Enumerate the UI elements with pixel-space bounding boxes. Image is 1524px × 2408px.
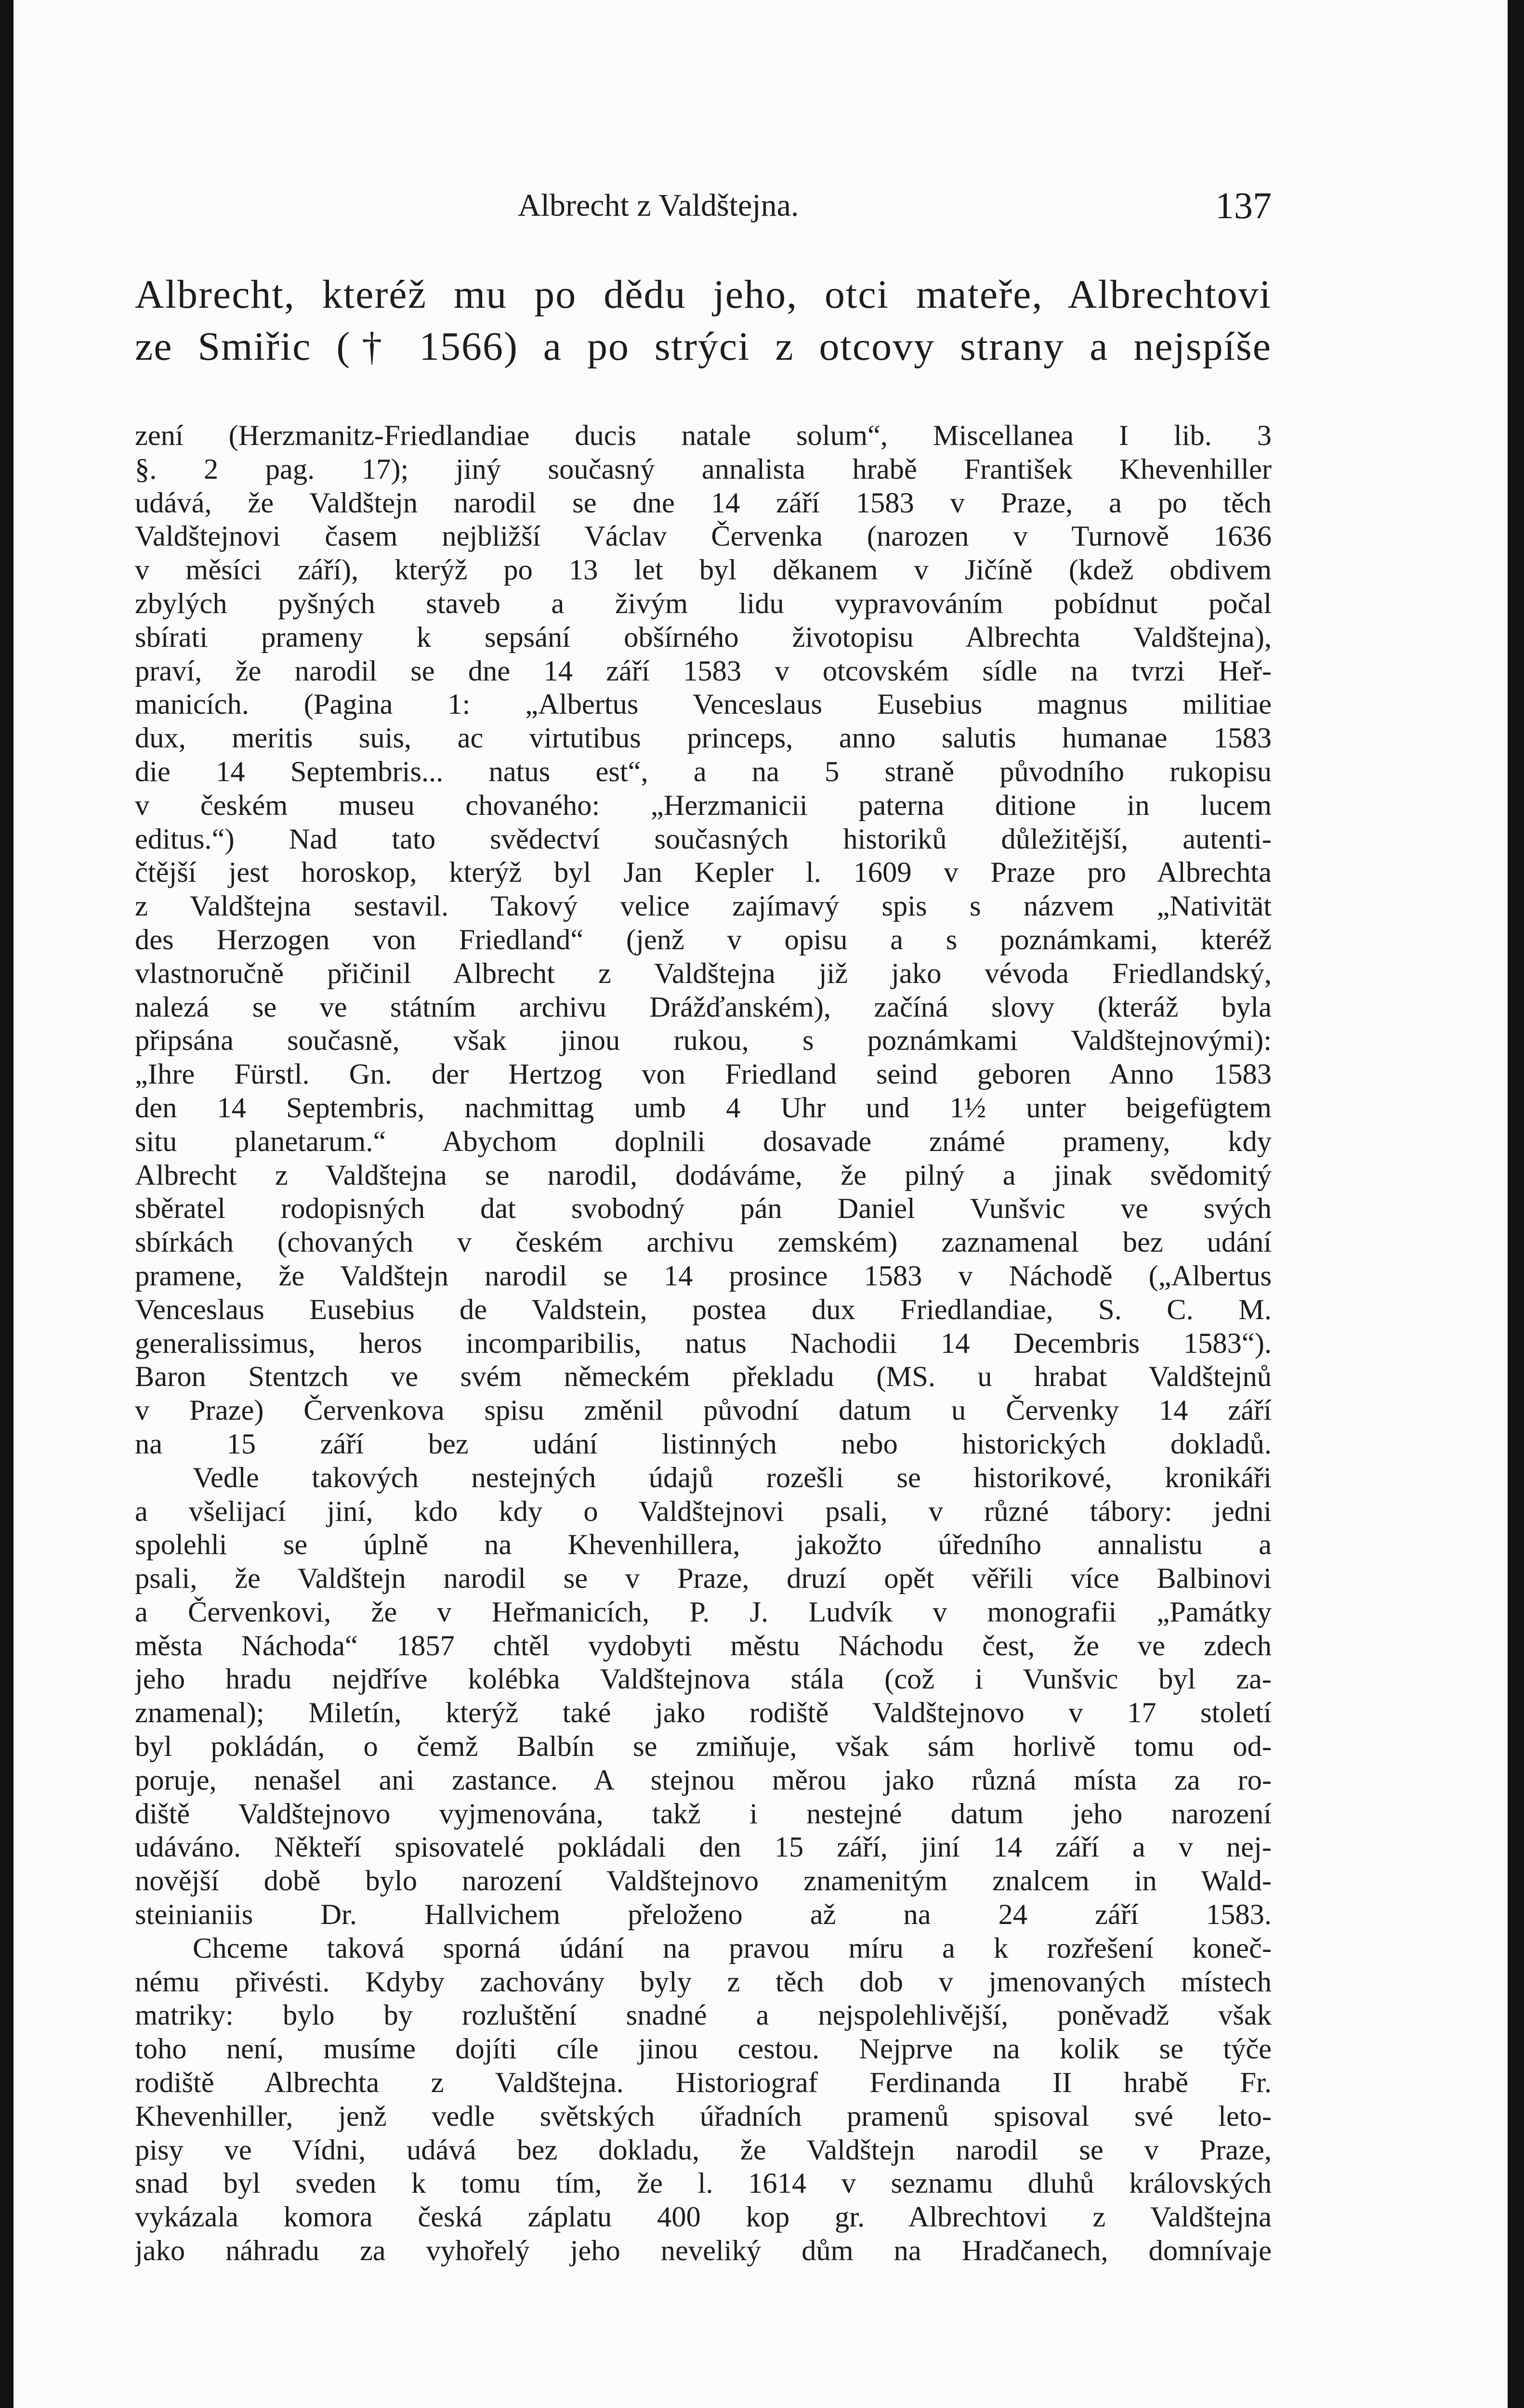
text-line: pisy ve Vídni, udává bez dokladu, že Valdštejn narodil se v Praze, <box>135 2133 1272 2166</box>
text-line: Vedle takových nestejných údajů rozešli se historikové, kronikáři <box>193 1461 1272 1494</box>
running-title: Albrecht z Valdštejna. <box>518 188 799 223</box>
text-line: nému přivésti. Kdyby zachovány byly z těch dob v jmenovaných místech <box>135 1965 1272 1998</box>
page-content <box>135 179 1272 2268</box>
text-line: zení (Herzmanitz-Friedlandiae ducis natale solum“, Miscellanea I lib. 3 <box>135 419 1272 452</box>
text-line: vlastnoručně přičinil Albrecht z Valdštejna již jako vévoda Friedlandský, <box>135 957 1272 990</box>
text-line: města Náchoda“ 1857 chtěl vydobyti městu Náchodu čest, že ve zdech <box>135 1629 1272 1662</box>
text-line: die 14 Septembris... natus est“, a na 5 straně původního rukopisu <box>135 755 1272 788</box>
text-line: připsána současně, však jinou rukou, s poznámkami Valdštejnovými): <box>135 1024 1272 1057</box>
text-line: „Ihre Fürstl. Gn. der Hertzog von Friedland seind geboren Anno 1583 <box>135 1058 1272 1091</box>
text-line: sbírkách (chovaných v českém archivu zemském) zaznamenal bez udání <box>135 1226 1272 1259</box>
text-line: praví, že narodil se dne 14 září 1583 v otcovském sídle na tvrzi Heř- <box>135 654 1272 687</box>
text-line: sbírati prameny k sepsání obšírného životopisu Albrechta Valdštejna), <box>135 621 1272 654</box>
text-line: Valdštejnovi časem nejbližší Václav Červenka (narozen v Turnově 1636 <box>135 520 1272 553</box>
text-line: spolehli se úplně na Khevenhillera, jakožto úředního annalistu a <box>135 1529 1272 1561</box>
text-line: byl pokládán, o čemž Balbín se zmiňuje, však sám horlivě tomu od- <box>135 1730 1272 1763</box>
text-line: jako náhradu za vyhořelý jeho neveliký dům na Hradčanech, domnívaje <box>135 2235 1272 2267</box>
main-text-line: ze Smiřic († 1566) a po strýci z otcovy strany a nejspíše <box>135 324 1272 369</box>
text-line: psali, že Valdštejn narodil se v Praze, druzí opět věřili více Balbinovi <box>135 1562 1272 1595</box>
text-line: a Červenkovi, že v Heřmanicích, P. J. Ludvík v monografii „Památky <box>135 1596 1272 1628</box>
text-line: nalezá se ve státním archivu Drážďanském), začíná slovy (kteráž byla <box>135 991 1272 1023</box>
text-line: zbylých pyšných staveb a živým lidu vypravováním pobídnut počal <box>135 587 1272 620</box>
text-line: vykázala komora česká záplatu 400 kop gr. Albrechtovi z Valdštejna <box>135 2201 1272 2234</box>
text-line: jeho hradu nejdříve kolébka Valdštejnova stála (což i Vunšvic byl za- <box>135 1663 1272 1696</box>
text-line: Khevenhiller, jenž vedle světských úřadních pramenů spisoval své leto- <box>135 2100 1272 2133</box>
text-line: dux, meritis suis, ac virtutibus princeps, anno salutis humanae 1583 <box>135 722 1272 755</box>
text-line: v měsíci září), kterýž po 13 let byl děkanem v Jičíně (kdež obdivem <box>135 554 1272 587</box>
text-line: v českém museu chovaného: „Herzmanicii paterna ditione in lucem <box>135 789 1272 822</box>
text-line: Venceslaus Eusebius de Valdstein, postea dux Friedlandiae, S. C. M. <box>135 1293 1272 1326</box>
text-line: manicích. (Pagina 1: „Albertus Venceslaus Eusebius magnus militiae <box>135 688 1272 721</box>
text-line: Albrecht z Valdštejna se narodil, dodáváme, že pilný a jinak svědomitý <box>135 1159 1272 1191</box>
running-header <box>135 179 1272 232</box>
text-line: rodiště Albrechta z Valdštejna. Historiograf Ferdinanda II hrabě Fr. <box>135 2067 1272 2099</box>
text-line: situ planetarum.“ Abychom doplnili dosavade známé prameny, kdy <box>135 1125 1272 1158</box>
scan-edge-right <box>1508 0 1524 2408</box>
main-text-line: Albrecht, kteréž mu po dědu jeho, otci mateře, Albrechtovi <box>135 272 1272 317</box>
text-line: v Praze) Červenkova spisu změnil původní datum u Červenky 14 září <box>135 1394 1272 1427</box>
text-line: a všelijací jiní, kdo kdy o Valdštejnovi psali, v různé tábory: jedni <box>135 1495 1272 1528</box>
text-line: čtější jest horoskop, kterýž byl Jan Kepler l. 1609 v Praze pro Albrechta <box>135 856 1272 889</box>
text-line: generalissimus, heros incomparibilis, natus Nachodii 14 Decembris 1583“). <box>135 1327 1272 1360</box>
text-line: Baron Stentzch ve svém německém překladu (MS. u hrabat Valdštejnů <box>135 1361 1272 1393</box>
text-line: editus.“) Nad tato svědectví současných historiků důležitější, autenti- <box>135 823 1272 855</box>
text-line: snad byl sveden k tomu tím, že l. 1614 v seznamu dluhů královských <box>135 2167 1272 2200</box>
text-line: diště Valdštejnovo vyjmenována, takž i nestejné datum jeho narození <box>135 1797 1272 1830</box>
text-line: toho není, musíme dojíti cíle jinou cestou. Nejprve na kolik se týče <box>135 2033 1272 2066</box>
text-line: novější době bylo narození Valdštejnovo znamenitým znalcem in Wald- <box>135 1865 1272 1898</box>
text-line: poruje, nenašel ani zastance. A stejnou měrou jako různá místa za ro- <box>135 1764 1272 1796</box>
footnote-text <box>135 419 1272 2268</box>
text-line: §. 2 pag. 17); jiný současný annalista hrabě František Khevenhiller <box>135 453 1272 485</box>
text-line: na 15 září bez udání listinných nebo historických dokladů. <box>135 1427 1272 1460</box>
text-line: udává, že Valdštejn narodil se dne 14 září 1583 v Praze, a po těch <box>135 486 1272 519</box>
text-line: udáváno. Někteří spisovatelé pokládali den 15 září, jiní 14 září a v nej- <box>135 1831 1272 1864</box>
scan-edge-left <box>0 0 13 2408</box>
text-line: sběratel rodopisných dat svobodný pán Daniel Vunšvic ve svých <box>135 1192 1272 1225</box>
text-line: steinianiis Dr. Hallvichem přeloženo až na 24 září 1583. <box>135 1898 1272 1931</box>
text-line: pramene, že Valdštejn narodil se 14 prosince 1583 v Náchodě („Albertus <box>135 1259 1272 1292</box>
text-line: znamenal); Miletín, kterýž také jako rodiště Valdštejnovo v 17 století <box>135 1697 1272 1729</box>
text-line: matriky: bylo by rozluštění snadné a nejspolehlivější, poněvadž však <box>135 1999 1272 2032</box>
main-text <box>135 269 1272 373</box>
text-line: den 14 Septembris, nachmittag umb 4 Uhr und 1½ unter beigefügtem <box>135 1091 1272 1124</box>
text-line: des Herzogen von Friedland“ (jenž v opisu a s poznámkami, kteréž <box>135 923 1272 956</box>
text-line: Chceme taková sporná údání na pravou míru a k rozřešení koneč- <box>193 1932 1272 1964</box>
page-number: 137 <box>1215 184 1272 226</box>
text-line: z Valdštejna sestavil. Takový velice zajímavý spis s názvem „Nativität <box>135 890 1272 923</box>
